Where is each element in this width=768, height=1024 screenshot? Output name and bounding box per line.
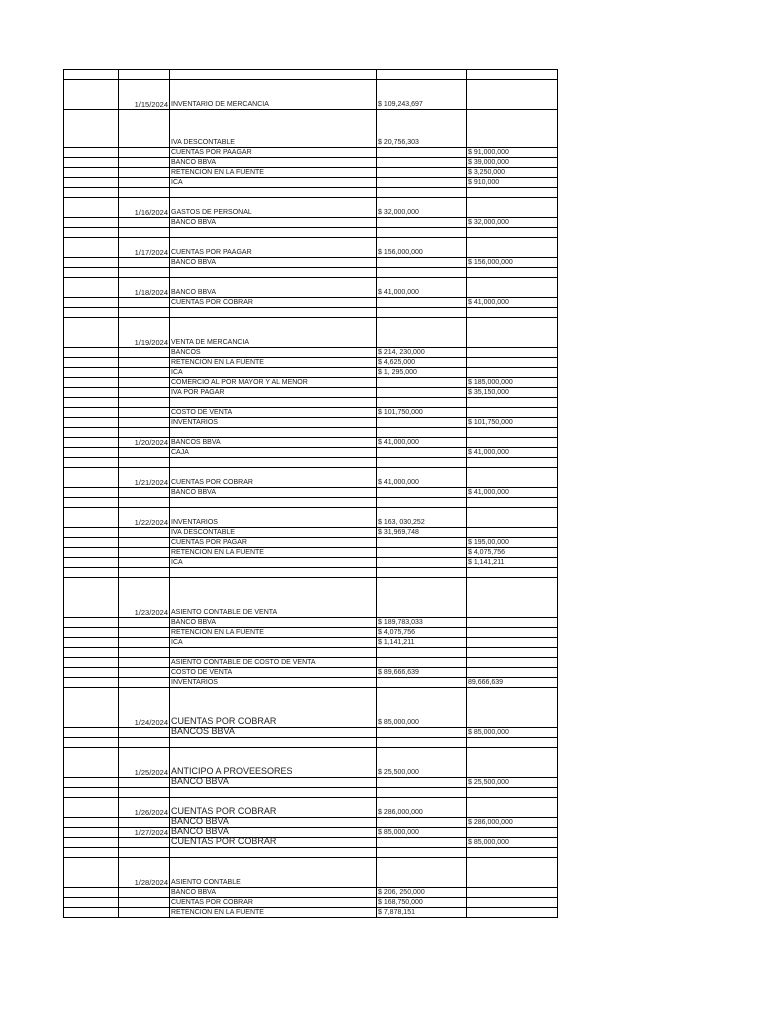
credit-cell bbox=[466, 277, 558, 298]
account-cell: CUENTAS POR COBRAR bbox=[169, 467, 377, 488]
debit-cell: $ 41,000,000 bbox=[376, 467, 467, 488]
ledger-row bbox=[64, 688, 560, 728]
account-cell: BANCOS BBVA bbox=[169, 727, 377, 738]
debit-cell: $ 1,141,211 bbox=[376, 637, 467, 648]
credit-cell: $ 101,750,000 bbox=[466, 417, 558, 428]
credit-cell bbox=[466, 507, 558, 528]
debit-cell: $ 25,500,000 bbox=[376, 747, 467, 778]
account-cell: IVA DESCONTABLE bbox=[169, 109, 377, 148]
account-cell: BANCO BBVA bbox=[169, 487, 377, 498]
credit-cell bbox=[466, 79, 558, 110]
credit-cell bbox=[466, 237, 558, 258]
blank-cell bbox=[63, 577, 119, 618]
blank-cell bbox=[63, 197, 119, 218]
debit-cell bbox=[376, 577, 467, 618]
credit-cell: $ 39,000,000 bbox=[466, 157, 558, 168]
debit-cell bbox=[376, 857, 467, 888]
blank-cell bbox=[63, 797, 119, 818]
date-cell: 1/26/2024 bbox=[118, 797, 170, 818]
ledger-row bbox=[64, 110, 560, 148]
date-cell: 1/28/2024 bbox=[118, 857, 170, 888]
ledger-row bbox=[64, 748, 560, 778]
credit-cell: $ 156,000,000 bbox=[466, 257, 558, 268]
account-cell: BANCO BBVA bbox=[169, 617, 377, 628]
date-cell: 1/27/2024 bbox=[118, 827, 170, 838]
account-cell: COSTO DE VENTA bbox=[169, 407, 377, 418]
account-cell: GASTOS DE PERSONAL bbox=[169, 197, 377, 218]
date-cell bbox=[118, 907, 170, 918]
credit-cell: $ 3,250,000 bbox=[466, 167, 558, 178]
account-cell: CUENTAS POR COBRAR bbox=[169, 897, 377, 908]
account-cell: INVENTARIOS bbox=[169, 507, 377, 528]
account-cell: CUENTAS POR COBRAR bbox=[169, 797, 377, 818]
account-cell: BANCO BBVA bbox=[169, 777, 377, 788]
debit-cell: $ 189,783,033 bbox=[376, 617, 467, 628]
debit-cell: $ 32,000,000 bbox=[376, 197, 467, 218]
credit-cell bbox=[466, 857, 558, 888]
debit-cell: $ 156,000,000 bbox=[376, 237, 467, 258]
account-cell: ICA bbox=[169, 367, 377, 378]
account-cell: ANTICIPO A PROVEESORES bbox=[169, 747, 377, 778]
account-cell: BANCO BBVA bbox=[169, 217, 377, 228]
credit-cell bbox=[466, 687, 558, 728]
blank-cell bbox=[63, 907, 119, 918]
account-cell: CUENTAS POR PAGAR bbox=[169, 537, 377, 548]
account-cell: ASIENTO CONTABLE DE VENTA bbox=[169, 577, 377, 618]
credit-cell bbox=[466, 797, 558, 818]
ledger-row bbox=[64, 80, 560, 110]
blank-cell bbox=[63, 277, 119, 298]
ledger-row bbox=[64, 908, 560, 918]
account-cell: BANCO BBVA bbox=[169, 827, 377, 838]
debit-cell: $ 101,750,000 bbox=[376, 407, 467, 418]
debit-cell: $ 31,969,748 bbox=[376, 527, 467, 538]
credit-cell bbox=[466, 467, 558, 488]
date-cell: 1/15/2024 bbox=[118, 79, 170, 110]
account-cell: IVA POR PAGAR bbox=[169, 387, 377, 398]
ledger-row bbox=[64, 198, 560, 218]
ledger-row bbox=[64, 798, 560, 818]
debit-cell: $ 41,000,000 bbox=[376, 277, 467, 298]
blank-cell bbox=[63, 507, 119, 528]
account-cell: BANCO BBVA bbox=[169, 257, 377, 268]
account-cell: CUENTAS POR PAAGAR bbox=[169, 147, 377, 158]
blank-cell bbox=[63, 79, 119, 110]
credit-cell: $ 195,00,000 bbox=[466, 537, 558, 548]
debit-cell: $ 206, 250,000 bbox=[376, 887, 467, 898]
debit-cell: $ 109,243,697 bbox=[376, 79, 467, 110]
date-cell: 1/21/2024 bbox=[118, 467, 170, 488]
credit-cell: $ 286,000,000 bbox=[466, 817, 558, 828]
blank-cell bbox=[63, 467, 119, 488]
debit-cell: $ 41,000,000 bbox=[376, 437, 467, 448]
date-cell: 1/23/2024 bbox=[118, 577, 170, 618]
account-cell: BANCO BBVA bbox=[169, 817, 377, 828]
debit-cell: $ 4,075,756 bbox=[376, 627, 467, 638]
date-cell bbox=[118, 109, 170, 148]
debit-cell: $ 4,625,000 bbox=[376, 357, 467, 368]
account-cell: CAJA bbox=[169, 447, 377, 458]
date-cell: 1/25/2024 bbox=[118, 747, 170, 778]
debit-cell: $ 286,000,000 bbox=[376, 797, 467, 818]
blank-cell bbox=[63, 687, 119, 728]
account-cell: COSTO DE VENTA bbox=[169, 667, 377, 678]
account-cell: VENTA DE MERCANCIA bbox=[169, 317, 377, 348]
ledger-row bbox=[64, 508, 560, 528]
account-cell: RETENCION EN LA FUENTE bbox=[169, 547, 377, 558]
debit-cell: $ 85,000,000 bbox=[376, 827, 467, 838]
account-cell: BANCO BBVA bbox=[169, 277, 377, 298]
credit-cell bbox=[466, 317, 558, 348]
account-cell: CUENTAS POR COBRAR bbox=[169, 687, 377, 728]
credit-cell: $ 25,500,000 bbox=[466, 777, 558, 788]
debit-cell: $ 168,750,000 bbox=[376, 897, 467, 908]
account-cell: RETENCION EN LA FUENTE bbox=[169, 167, 377, 178]
date-cell: 1/19/2024 bbox=[118, 317, 170, 348]
credit-cell: $ 4,075,756 bbox=[466, 547, 558, 558]
blank-cell bbox=[63, 857, 119, 888]
account-cell: INVENTARIOS bbox=[169, 677, 377, 688]
account-cell: ICA bbox=[169, 177, 377, 188]
blank-cell bbox=[63, 109, 119, 148]
credit-cell bbox=[466, 747, 558, 778]
credit-cell: $ 85,000,000 bbox=[466, 837, 558, 848]
credit-cell: $ 1,141,211 bbox=[466, 557, 558, 568]
credit-cell: $ 41,000,000 bbox=[466, 487, 558, 498]
ledger-row bbox=[64, 278, 560, 298]
account-cell: CUENTAS POR PAAGAR bbox=[169, 237, 377, 258]
blank-cell bbox=[63, 237, 119, 258]
ledger-row bbox=[64, 578, 560, 618]
credit-cell: 89,666,639 bbox=[466, 677, 558, 688]
debit-cell: $ 20,756,303 bbox=[376, 109, 467, 148]
account-cell: INVENTARIOS bbox=[169, 417, 377, 428]
ledger-row bbox=[64, 858, 560, 888]
account-cell: IVA DESCONTABLE bbox=[169, 527, 377, 538]
debit-cell: $ 89,666,639 bbox=[376, 667, 467, 678]
ledger-row bbox=[64, 238, 560, 258]
debit-cell: $ 214, 230,000 bbox=[376, 347, 467, 358]
debit-cell: $ 1, 295,000 bbox=[376, 367, 467, 378]
account-cell: RETENCION EN LA FUENTE bbox=[169, 627, 377, 638]
account-cell: BANCO BBVA bbox=[169, 887, 377, 898]
credit-cell: $ 41,000,000 bbox=[466, 297, 558, 308]
account-cell: CUENTAS POR COBRAR bbox=[169, 297, 377, 308]
credit-cell: $ 85,000,000 bbox=[466, 727, 558, 738]
blank-cell bbox=[63, 317, 119, 348]
account-cell: BANCOS BBVA bbox=[169, 437, 377, 448]
debit-cell: $ 7,878,151 bbox=[376, 907, 467, 918]
account-cell: RETENCION EN LA FUENTE bbox=[169, 357, 377, 368]
debit-cell bbox=[376, 317, 467, 348]
date-cell: 1/20/2024 bbox=[118, 437, 170, 448]
credit-cell: $ 35,150,000 bbox=[466, 387, 558, 398]
account-cell: BANCO BBVA bbox=[169, 157, 377, 168]
credit-cell: $ 41,000,000 bbox=[466, 447, 558, 458]
account-cell: ICA bbox=[169, 557, 377, 568]
blank-cell bbox=[63, 747, 119, 778]
account-cell: INVENTARIO DE MERCANCIA bbox=[169, 79, 377, 110]
account-cell: ASIENTO CONTABLE DE COSTO DE VENTA bbox=[169, 657, 377, 668]
credit-cell bbox=[466, 197, 558, 218]
account-cell: ICA bbox=[169, 637, 377, 648]
credit-cell bbox=[466, 577, 558, 618]
account-cell: COMERCIO AL POR MAYOR Y AL MENOR bbox=[169, 377, 377, 388]
credit-cell: $ 185,000,000 bbox=[466, 377, 558, 388]
credit-cell: $ 91,000,000 bbox=[466, 147, 558, 158]
date-cell: 1/24/2024 bbox=[118, 687, 170, 728]
credit-cell bbox=[466, 109, 558, 148]
account-cell: ASIENTO CONTABLE bbox=[169, 857, 377, 888]
credit-cell: $ 32,000,000 bbox=[466, 217, 558, 228]
credit-cell bbox=[466, 907, 558, 918]
account-cell: CUENTAS POR COBRAR bbox=[169, 837, 377, 848]
debit-cell: $ 85,000,000 bbox=[376, 687, 467, 728]
date-cell: 1/16/2024 bbox=[118, 197, 170, 218]
date-cell: 1/18/2024 bbox=[118, 277, 170, 298]
account-cell: BANCOS bbox=[169, 347, 377, 358]
account-cell: RETENCION EN LA FUENTE bbox=[169, 907, 377, 918]
date-cell: 1/17/2024 bbox=[118, 237, 170, 258]
ledger-row bbox=[64, 468, 560, 488]
ledger-row bbox=[64, 318, 560, 348]
credit-cell: $ 910,000 bbox=[466, 177, 558, 188]
date-cell: 1/22/2024 bbox=[118, 507, 170, 528]
debit-cell: $ 163, 030,252 bbox=[376, 507, 467, 528]
